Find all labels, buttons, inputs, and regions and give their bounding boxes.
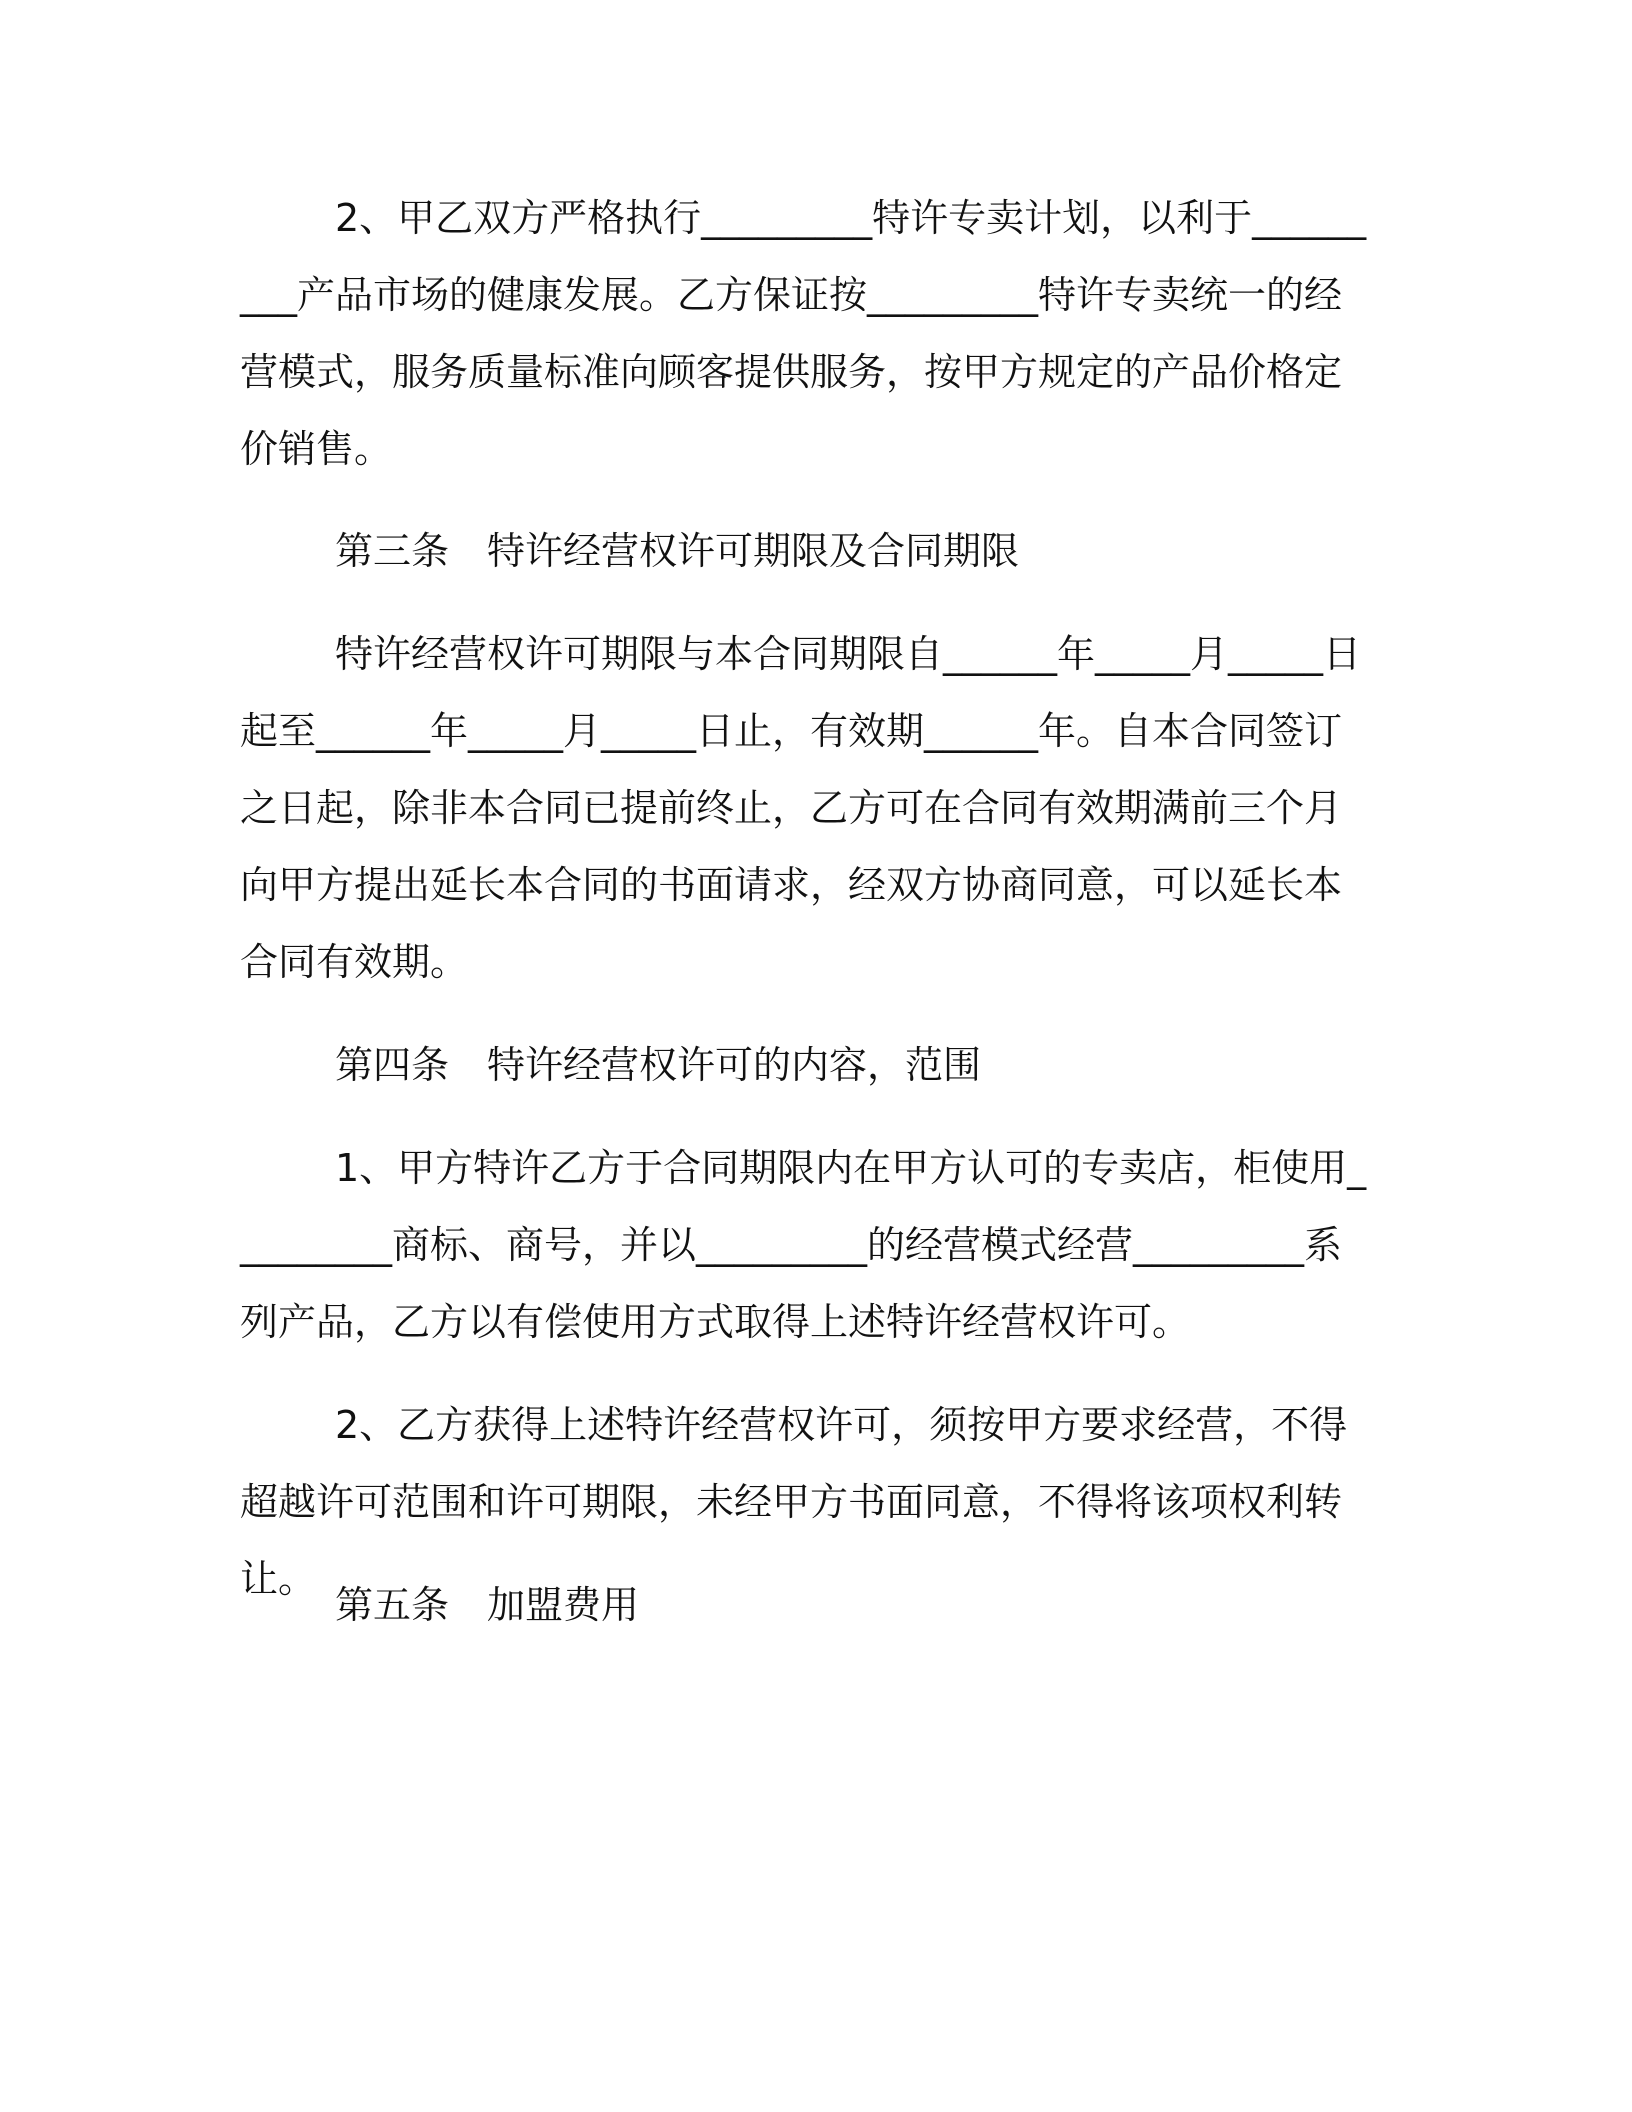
paragraph-article-3-term: 特许经营权许可期限与本合同期限自______年_____月_____日起至______年_____月_____日止，有效期______年。自本合同签订之日起，除非本合同已提前终止，乙方可在合同有效期满前三个月向甲方提出延长本合同的书面请求，经双方协商同意，可以延长本合同有效期。 xyxy=(240,632,1362,984)
heading-article-3: 第三条 特许经营权许可期限及合同期限 xyxy=(335,529,1020,573)
heading-article-4: 第四条 特许经营权许可的内容，范围 xyxy=(335,1043,982,1087)
paragraph-article-4-item-1: 1、甲方特许乙方于合同期限内在甲方认可的专卖店，柜使用_________商标、商号，并以_________的经营模式经营_________系列产品，乙方以有偿使用方式取得上述特许经营权许可。 xyxy=(240,1146,1367,1344)
paragraph-article-4-item-2: 2、乙方获得上述特许经营权许可，须按甲方要求经营，不得超越许可范围和许可期限，未经甲方书面同意，不得将该项权利转让。 xyxy=(240,1403,1348,1601)
paragraph-clause-2-1: 2、甲乙双方严格执行_________特许专卖计划，以利于_________产品市场的健康发展。乙方保证按_________特许专卖统一的经营模式，服务质量标准向顾客提供服务，按甲方规定的产品价格定价销售。 xyxy=(240,196,1367,471)
heading-article-5: 第五条 加盟费用 xyxy=(335,1583,640,1627)
